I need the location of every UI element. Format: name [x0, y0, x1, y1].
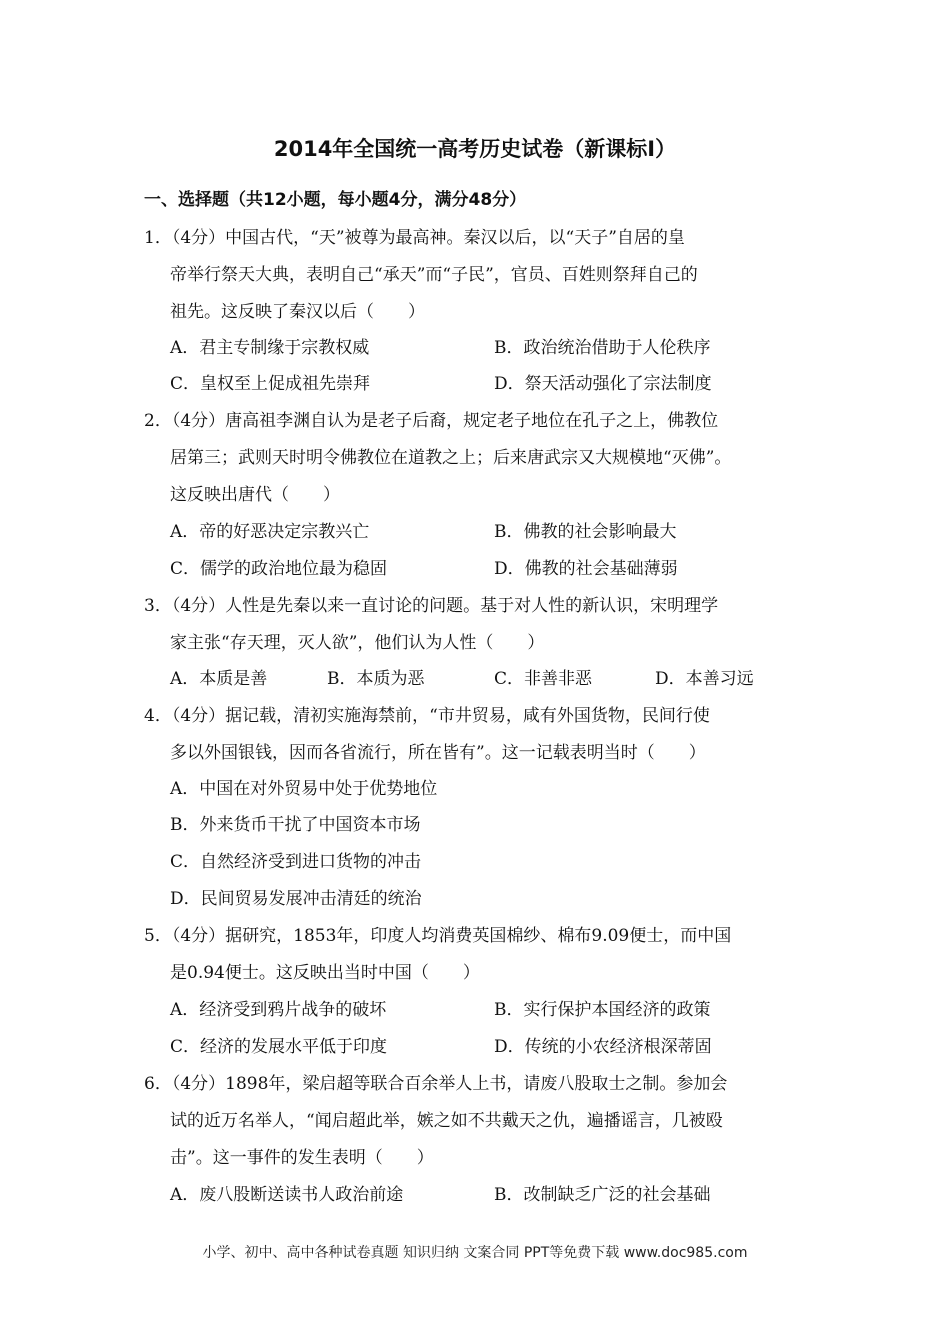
question-6-option-b: B．改制缺乏广泛的社会基础 — [494, 1185, 711, 1205]
question-2-option-b: B．佛教的社会影响最大 — [494, 522, 677, 542]
question-4-line-1: 4．（4分）据记载，清初实施海禁前，“市井贸易，咸有外国货物，民间行使 — [144, 706, 710, 726]
question-2-line-2: 居第三；武则天时明令佛教位在道教之上；后来唐武宗又大规模地“灭佛”。 — [170, 448, 732, 468]
question-5-option-d: D．传统的小农经济根深蒂固 — [494, 1037, 712, 1057]
question-5-line-2: 是0.94便士。这反映出当时中国（ ） — [170, 963, 480, 983]
question-3-option-d: D．本善习远 — [655, 669, 754, 689]
question-5-line-1: 5．（4分）据研究，1853年，印度人均消费英国棉纱、棉布9.09便士，而中国 — [144, 926, 732, 946]
question-1-option-b: B．政治统治借助于人伦秩序 — [494, 338, 711, 358]
question-5-option-b: B．实行保护本国经济的政策 — [494, 1000, 711, 1020]
question-3-option-a: A．本质是善 — [170, 669, 268, 689]
question-1-line-1: 1．（4分）中国古代，“天”被尊为最高神。秦汉以后，以“天子”自居的皇 — [144, 228, 685, 248]
question-2-line-1: 2．（4分）唐高祖李渊自认为是老子后裔，规定老子地位在孔子之上，佛教位 — [144, 411, 719, 431]
question-2-option-a: A．帝的好恶决定宗教兴亡 — [170, 522, 370, 542]
question-6-line-2: 试的近万名举人，“闻启超此举，嫉之如不共戴天之仇，遍播谣言，几被殴 — [170, 1111, 723, 1131]
question-1-option-a: A．君主专制缘于宗教权威 — [170, 338, 370, 358]
question-1-option-d: D．祭天活动强化了宗法制度 — [494, 374, 712, 394]
question-4-option-a: A．中国在对外贸易中处于优势地位 — [170, 779, 438, 799]
question-6-option-a: A．废八股断送读书人政治前途 — [170, 1185, 404, 1205]
page-footer: 小学、初中、高中各种试卷真题 知识归纳 文案合同 PPT等免费下载 www.doc985.com — [202, 1245, 748, 1261]
question-6-line-1: 6．（4分）1898年，梁启超等联合百余举人上书，请废八股取士之制。参加会 — [144, 1074, 728, 1094]
question-3-line-1: 3．（4分）人性是先秦以来一直讨论的问题。基于对人性的新认识，宋明理学 — [144, 596, 719, 616]
question-3-option-b: B．本质为恶 — [327, 669, 425, 689]
question-1-line-3: 祖先。这反映了秦汉以后（ ） — [170, 302, 425, 322]
question-6-line-3: 击”。这一事件的发生表明（ ） — [170, 1148, 434, 1168]
question-2-line-3: 这反映出唐代（ ） — [170, 485, 340, 505]
question-3-line-2: 家主张“存天理，灭人欲”，他们认为人性（ ） — [170, 633, 545, 653]
question-2-option-c: C．儒学的政治地位最为稳固 — [170, 559, 388, 579]
question-5-option-a: A．经济受到鸦片战争的破坏 — [170, 1000, 387, 1020]
question-2-option-d: D．佛教的社会基础薄弱 — [494, 559, 678, 579]
section-heading: 一、选择题（共12小题，每小题4分，满分48分） — [144, 190, 527, 210]
question-4-option-d: D．民间贸易发展冲击清廷的统治 — [170, 889, 422, 909]
question-5-option-c: C．经济的发展水平低于印度 — [170, 1037, 388, 1057]
page-title: 2014年全国统一高考历史试卷（新课标Ⅰ） — [273, 137, 677, 161]
question-1-line-2: 帝举行祭天大典，表明自己“承天”而“子民”，官员、百姓则祭拜自己的 — [170, 265, 698, 285]
question-4-option-c: C．自然经济受到进口货物的冲击 — [170, 852, 422, 872]
question-3-option-c: C．非善非恶 — [494, 669, 593, 689]
question-4-option-b: B．外来货币干扰了中国资本市场 — [170, 815, 421, 835]
question-1-option-c: C．皇权至上促成祖先崇拜 — [170, 374, 371, 394]
question-4-line-2: 多以外国银钱，因而各省流行，所在皆有”。这一记载表明当时（ ） — [170, 743, 706, 763]
